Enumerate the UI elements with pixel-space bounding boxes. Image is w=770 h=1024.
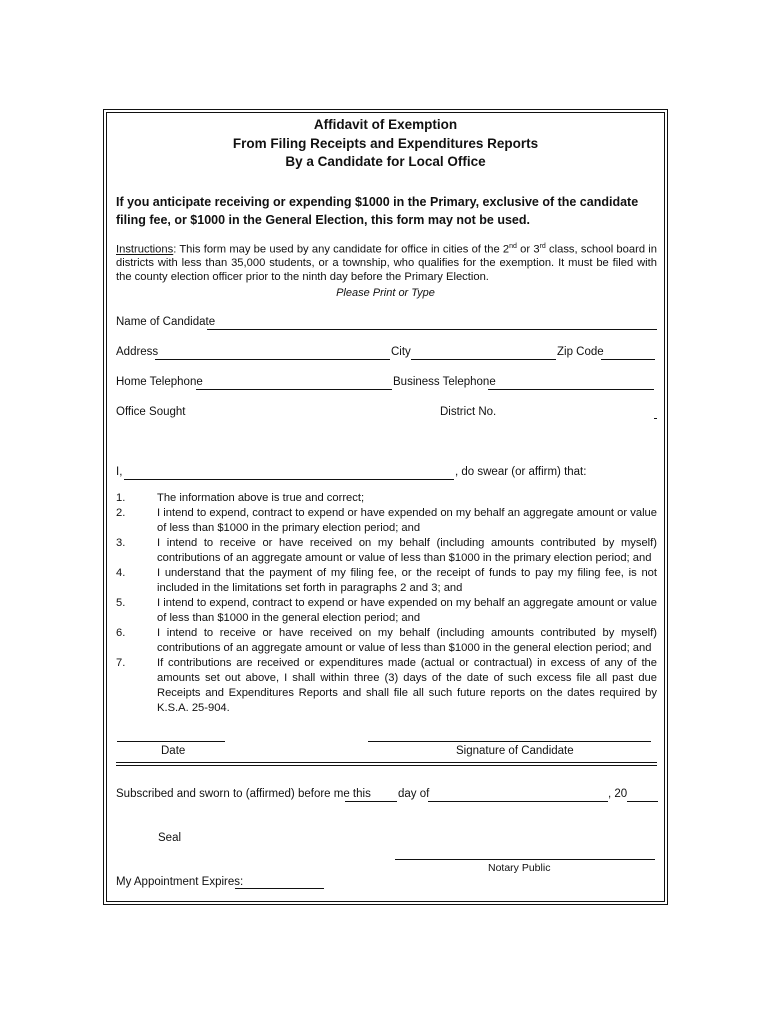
list-item-text: I intend to receive or have received on my behalf (including amounts contributed by myself) contributions of an aggregate amount or value of less than $1000 in the general election period; and bbox=[157, 627, 657, 654]
sworn-label: Subscribed and sworn to (affirmed) before me this bbox=[116, 788, 371, 800]
district-field[interactable] bbox=[654, 418, 657, 419]
list-item bbox=[116, 506, 657, 536]
city-label: City bbox=[391, 346, 411, 358]
list-item-text: I intend to expend, contract to expend or have expended on my behalf an aggregate amount or value of less than $1000 in the primary election period; and bbox=[157, 507, 657, 534]
notary-public-label: Notary Public bbox=[488, 862, 551, 874]
warning-text: If you anticipate receiving or expending $1000 in the Primary, exclusive of the candidate filing fee, or $1000 in the General Election, this form may not be used. bbox=[116, 195, 639, 227]
form-title: Affidavit of Exemption bbox=[313, 117, 458, 132]
list-item-number: 5. bbox=[116, 597, 126, 609]
address-label: Address bbox=[116, 346, 159, 358]
business-phone-field[interactable] bbox=[488, 389, 654, 390]
sworn-year-field[interactable] bbox=[627, 801, 658, 802]
district-label: District No. bbox=[440, 406, 497, 418]
city-field[interactable] bbox=[411, 359, 556, 360]
list-item-number: 1. bbox=[116, 492, 126, 504]
instructions-label: Instructions bbox=[116, 243, 174, 256]
swear-prefix: I, bbox=[116, 466, 123, 478]
name-label: Name of Candidate bbox=[116, 316, 216, 328]
form-subtitle: From Filing Receipts and Expenditures Reports bbox=[232, 136, 539, 151]
sworn-day-field[interactable] bbox=[345, 801, 397, 802]
list-item-text: The information above is true and correct; bbox=[157, 492, 365, 504]
list-item-number: 3. bbox=[116, 537, 126, 549]
date-label: Date bbox=[161, 745, 186, 757]
instructions bbox=[116, 240, 657, 284]
list-item-number: 2. bbox=[116, 507, 126, 519]
instructions-sup-2: rd bbox=[539, 243, 546, 250]
list-item bbox=[116, 656, 657, 716]
instructions-text-b: or 3 bbox=[516, 243, 540, 256]
sworn-month-field[interactable] bbox=[428, 801, 608, 802]
notary-signature-field[interactable] bbox=[395, 859, 655, 860]
section-divider bbox=[116, 762, 657, 766]
zip-field[interactable] bbox=[601, 359, 655, 360]
signature-label: Signature of Candidate bbox=[456, 745, 574, 757]
affirmation-list bbox=[116, 491, 657, 716]
instructions-text-c: class, school board in districts with less than 35,000 students, or a township, who qualifies for the exemption. It must be filed with the county election officer prior to the ninth day before the Primary Election. bbox=[116, 243, 657, 283]
signature-field[interactable] bbox=[368, 741, 651, 742]
list-item bbox=[116, 536, 657, 566]
home-phone-field[interactable] bbox=[196, 389, 392, 390]
seal-label: Seal bbox=[158, 832, 182, 844]
list-item-number: 4. bbox=[116, 567, 126, 579]
list-item bbox=[116, 626, 657, 656]
address-field[interactable] bbox=[155, 359, 390, 360]
list-item-text: I understand that the payment of my filing fee, or the receipt of funds to pay my filing fee, is not included in the limitations set forth in paragraphs 2 and 3; and bbox=[157, 567, 657, 594]
day-of-label: day of bbox=[398, 788, 430, 800]
list-item-text: I intend to receive or have received on my behalf (including amounts contributed by myself) contributions of an aggregate amount or value of less than $1000 in the primary election period; and bbox=[157, 537, 657, 564]
zip-label: Zip Code bbox=[557, 346, 604, 358]
list-item-number: 6. bbox=[116, 627, 126, 639]
list-item-number: 7. bbox=[116, 657, 126, 669]
print-note: Please Print or Type bbox=[336, 287, 435, 299]
list-item-text: I intend to expend, contract to expend or have expended on my behalf an aggregate amount or value of less than $1000 in the general election period; and bbox=[157, 597, 657, 624]
appointment-expires-field[interactable] bbox=[235, 888, 324, 889]
affiant-name-field[interactable] bbox=[124, 479, 454, 480]
instructions-text-a: : This form may be used by any candidate for office in cities of the 2 bbox=[173, 243, 510, 256]
swear-suffix: , do swear (or affirm) that: bbox=[455, 466, 587, 478]
name-field[interactable] bbox=[207, 329, 657, 330]
office-label: Office Sought bbox=[116, 406, 186, 418]
list-item bbox=[116, 566, 657, 596]
list-item bbox=[116, 491, 657, 506]
list-item bbox=[116, 596, 657, 626]
home-phone-label: Home Telephone bbox=[116, 376, 203, 388]
date-field[interactable] bbox=[117, 741, 225, 742]
form-subtitle-2: By a Candidate for Local Office bbox=[285, 154, 486, 169]
year-prefix-label: , 20 bbox=[608, 788, 628, 800]
list-item-text: If contributions are received or expenditures made (actual or contractual) in excess of any of the amounts set out above, I shall within three (3) days of the date of such excess file all past due Receipts and Expenditures Reports and shall file all such future reports on the dates required by K.S.A. 25-904. bbox=[157, 657, 657, 714]
business-phone-label: Business Telephone bbox=[393, 376, 496, 388]
appointment-label: My Appointment Expires: bbox=[116, 876, 244, 888]
instructions-sup-1: nd bbox=[509, 243, 517, 250]
